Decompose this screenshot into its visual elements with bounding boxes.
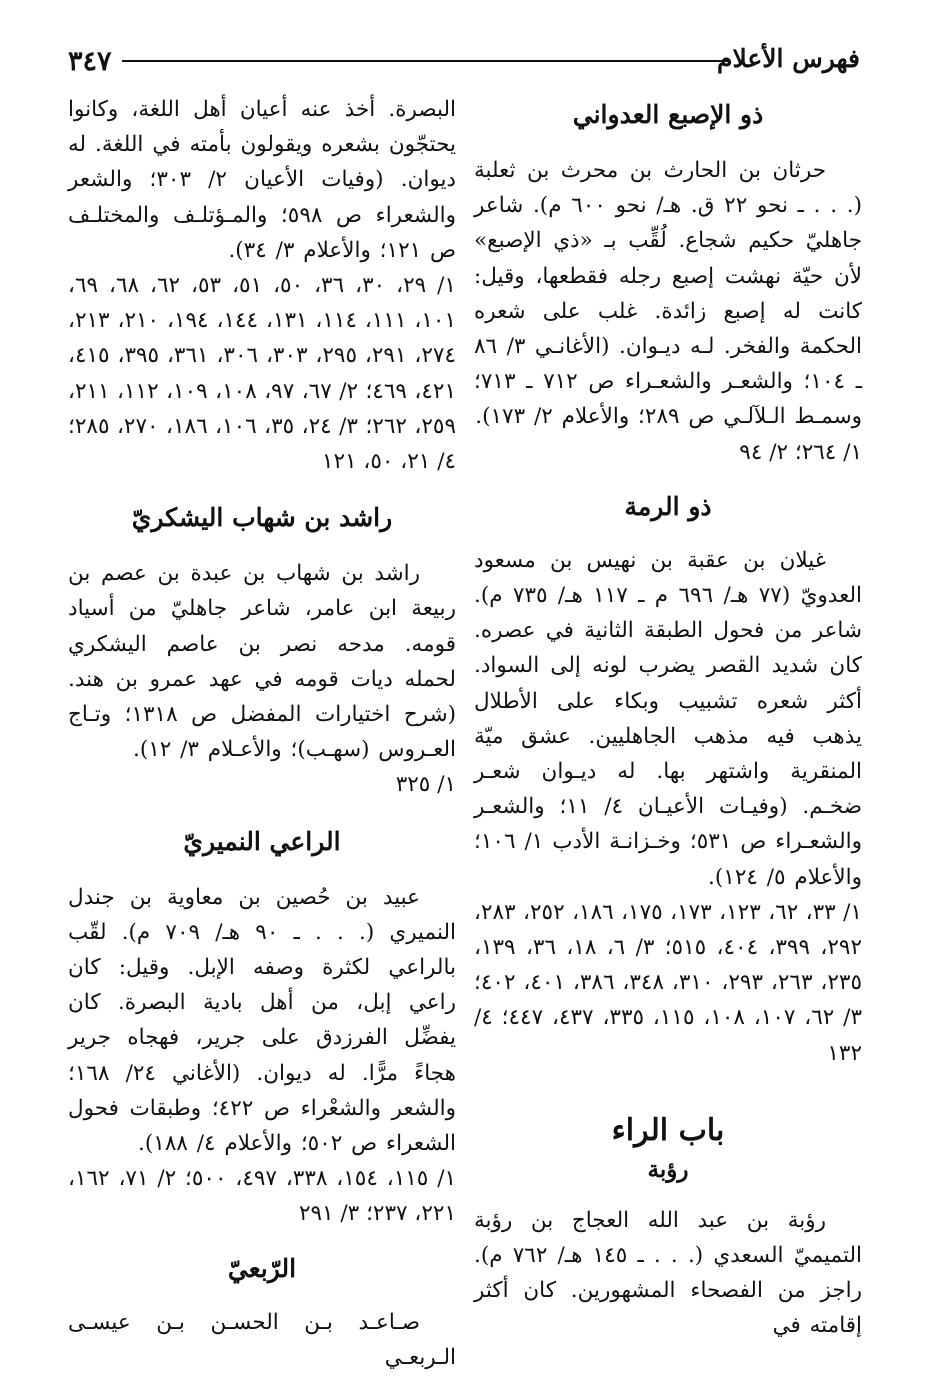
entry-refs-al-rai: ١/ ١١٥، ١٥٤، ٣٣٨، ٤٩٧، ٥٠٠؛ ٢/ ٧١، ١٦٢، ٢٢١، ٢٣٧؛ ٣/ ٢٩١ (68, 1166, 457, 1227)
right-column (474, 92, 862, 1352)
entry-bio-dhu-al-rumma: غيلان بن عقبة بن نهيس بن مسعود العدويّ (٧٧ هـ/ ٦٩٦ م ـ ١١٧ هـ/ ٧٣٥ م). شاعر من فحول الطبقة الثانية في عصره. كان شديد القصر يضرب لونه إلى السواد. أكثر شعره تشبيب وبكاء على الأطلال يذهب فيه مذهب الجاهليين. عشق ميّة المنقرية واشتهر بها. له ديـوان شعـر ضخـم. (وفيـات الأعيـان ٤/ ١١؛ والشعـر والشعـراء ص ٥٣١؛ وخـزانـة الأدب ١/ ١٠٦؛ والأعلام ٥/ ١٢٤). (474, 547, 863, 890)
page-number: ٣٤٧ (68, 46, 112, 77)
entry-heading-dhu-al-rumma: ذو الرمة (624, 491, 712, 521)
entry-bio-dhu-al-isba: حرثان بن الحارث بن محرث بن ثعلبة (. . . ـ نحو ٢٢ ق. هـ/ نحو ٦٠٠ م). شاعر جاهليّ حكيم شجاع. لُقِّب بـ «ذي الإصبع» لأن حيّة نهشت إصبع رجله فقطعها، وقيل: كانت له إصبع زائدة. غلب على شعره الحكمة والفخر. لـه ديـوان. (الأغانـي ٣/ ٨٦ ـ ١٠٤؛ والشعـر والشعـراء ص ٧١٢ ـ ٧١٣؛ وسمـط الـلآلـي ص ٢٨٩؛ والأعلام ٢/ ١٧٣). (474, 158, 862, 430)
chapter-heading: باب الراء (611, 1112, 725, 1148)
entry-heading-al-rai: الراعي النميريّ (183, 826, 341, 856)
entry-heading-ruba: رؤبة (647, 1155, 689, 1183)
entry-bio-ruba: رؤبة بن عبد الله العجاج بن رؤبة التميميّ السعدي (. . . ـ ١٤٥ هـ/ ٧٦٢ م). راجز من الفصحاء المشهورين. كان أكثر إقامته في (474, 1207, 862, 1339)
entry-bio-al-rai: عبيد بن حُصين بن معاوية بن جندل النميري (. . . ـ ٩٠ هـ/ ٧٠٩ م). لقّب بالراعي لكثرة وصفه الإبل. وقيل: كان راعي إبل، من أهل بادية البصرة. كان يفضِّل الفرزدق على جرير، فهجاه جرير هجاءً مرًّا. له ديوان. (الأغاني ٢٤/ ١٦٨؛ والشعر والشعْراء ص ٤٢٢؛ وطبقات فحول الشعراء ص ٥٠٢؛ والأعلام ٤/ ١٨٨). (68, 884, 456, 1157)
entry-refs-dhu-al-rumma: ١/ ٣٣، ٦٢، ١٢٣، ١٧٣، ١٧٥، ١٨٦، ٢٥٢، ٢٨٣، ٢٩٢، ٣٩٩، ٤٠٤، ٥١٥؛ ٣/ ٦، ١٨، ٣٦، ١٣٩، ٢٣٥، ٢٦٣، ٢٩٣، ٣١٠، ٣٤٨، ٣٨٦، ٤٠١، ٤٠٢؛ ٣/ ٦٢، ١٠٧، ١٠٨، ١١٥، ٣٣٥، ٤٣٧، ٤٤٧؛ ٤/ ١٣٢ (474, 899, 863, 1066)
entry-refs-dhu-al-isba: ١/ ٢٦٤؛ ٢/ ٩٤ (739, 439, 862, 465)
left-column (68, 92, 457, 1370)
continuation-bio: البصرة. أخذ عنه أعيان أهل اللغة، وكانوا يحتجّون بشعره ويقولون بأمته في اللغة. له ديوان. (وفيات الأعيان ٢/ ٣٠٣؛ والشعر والشعراء ص ٥٩٨؛ والمـؤتلـف والمختلـف ص ١٢١؛ والأعلام ٣/ ٣٤). (68, 97, 456, 263)
header-rule (122, 60, 730, 62)
entry-heading-rashid: راشد بن شهاب اليشكريّ (131, 503, 393, 533)
entry-heading-dhu-al-isba: ذو الإصبع العدواني (572, 100, 764, 129)
entry-bio-al-rabai: صـاعـد بـن الحسـن بـن عيسـى الـربعـي (68, 1309, 456, 1370)
entry-heading-al-rabai: الرّبعيّ (227, 1253, 297, 1283)
continuation-refs: ١/ ٢٩، ٣٠، ٣٦، ٥٠، ٥١، ٥٣، ٦٢، ٦٨، ٦٩، ١٠١، ١١١، ١١٤، ١٣١، ١٤٤، ١٩٤، ٢١٠، ٢١٣، ٢٧٤، ٢٩١، ٢٩٥، ٣٠٣، ٣٠٦، ٣٦١، ٣٩٥، ٤١٥، ٤٢١، ٤٦٩؛ ٢/ ٦٧، ٩٧، ١٠٨، ١٠٩، ١١٢، ٢١١، ٢٥٩، ٢٦٢؛ ٣/ ٢٤، ٣٥، ١٠٦، ١٨٦، ٢٧٠، ٢٨٥؛ ٤/ ٢١، ٥٠، ١٢١ (68, 273, 456, 475)
entry-bio-rashid: راشد بن شهاب بن عبدة بن عصم بن ربيعة ابن عامر، شاعر جاهليّ من أسياد قومه. مدحه نصر بن عاصم اليشكري لحمله ديات قومه في عهد عمرو بن هند. (شرح اختيارات المفضل ص ١٣١٨؛ وتـاج العـروس (سهـب)؛ والأعـلام ٣/ ١٢). (68, 561, 456, 763)
entry-refs-rashid: ١/ ٣٢٥ (395, 772, 456, 798)
page-header (60, 38, 860, 78)
running-title: فهرس الأعلام (716, 44, 860, 73)
